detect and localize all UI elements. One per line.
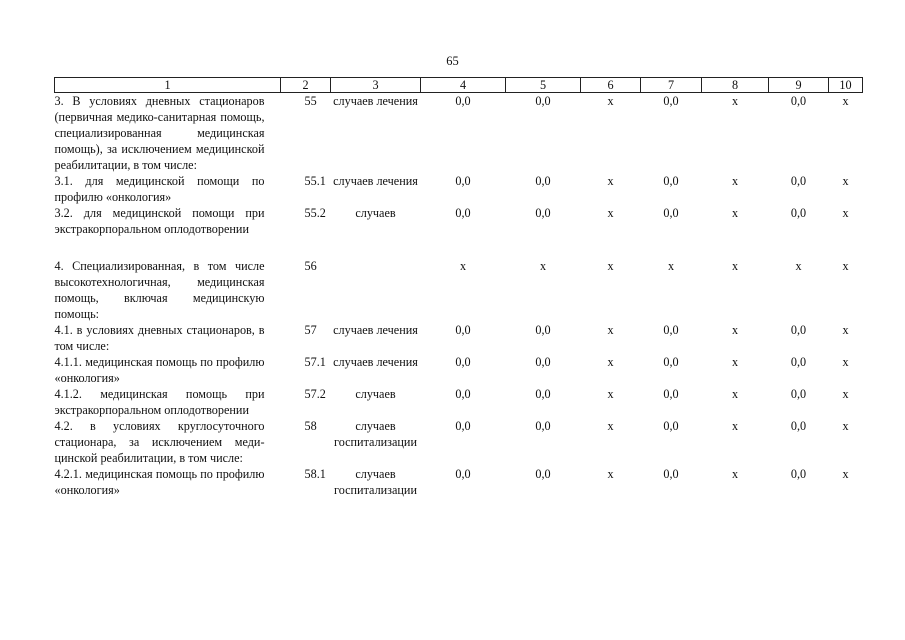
cell-col9: 0,0 xyxy=(790,174,807,188)
row-label: 4.2.1. медицинская помощь по профилю «онкология» xyxy=(54,467,265,497)
cell-col9: 0,0 xyxy=(790,323,807,337)
cell-col6: х xyxy=(607,467,614,481)
cell-col5: 0,0 xyxy=(535,355,551,369)
cell-col4: 0,0 xyxy=(455,467,471,481)
column-header: 7 xyxy=(641,78,702,93)
cell-col8: х xyxy=(731,419,739,433)
table-row xyxy=(55,205,863,237)
column-header: 2 xyxy=(281,78,331,93)
row-label: 4. Специализированная, в том числе высокотехнологичная, медицинская помощь, включая медицинскую помощь: xyxy=(54,259,265,321)
row-code: 55.1 xyxy=(304,174,326,188)
cell-col10: х xyxy=(842,387,849,401)
row-unit: случаев лечения xyxy=(333,174,418,188)
cell-col4: 0,0 xyxy=(455,323,471,337)
cell-col7: 0,0 xyxy=(663,323,679,337)
row-label: 3. В условиях дневных стационаров (первичная медико-санитарная помощь, специализированная медицинская помощь), за исключением медицинской реабилитации, в том числе: xyxy=(54,94,265,172)
cell-col7: 0,0 xyxy=(663,355,679,369)
row-label: 3.1. для медицинской помощи по профилю «онкология» xyxy=(54,174,265,204)
row-unit: случаев xyxy=(355,387,396,401)
cell-col8: х xyxy=(731,387,739,401)
row-unit: случаев лечения xyxy=(333,323,418,337)
column-header: 9 xyxy=(769,78,829,93)
row-code: 55 xyxy=(304,94,317,108)
header-row xyxy=(55,78,863,93)
row-code: 55.2 xyxy=(304,206,326,220)
column-header: 5 xyxy=(506,78,581,93)
cell-col6: х xyxy=(607,323,614,337)
cell-col6: х xyxy=(607,387,614,401)
cell-col8: х xyxy=(731,94,739,108)
table-row xyxy=(55,173,863,205)
cell-col5: 0,0 xyxy=(535,419,551,433)
row-code: 57 xyxy=(304,323,317,337)
row-unit: случаев лечения xyxy=(333,94,418,108)
cell-col9: 0,0 xyxy=(790,467,807,481)
cell-col5: 0,0 xyxy=(535,94,551,108)
spacer-cell xyxy=(55,237,863,258)
row-label: 4.1.2. медицинская помощь при экстракорпоральном оплодотворении xyxy=(54,387,265,417)
cell-col7: 0,0 xyxy=(663,387,679,401)
cell-col6: х xyxy=(607,94,614,108)
row-code: 58.1 xyxy=(304,467,326,481)
table-row xyxy=(55,322,863,354)
cell-col7: 0,0 xyxy=(663,419,679,433)
row-code: 57.2 xyxy=(304,387,326,401)
column-header: 8 xyxy=(702,78,769,93)
column-header: 4 xyxy=(421,78,506,93)
row-label: 3.2. для медицинской помощи при экстракорпоральном оплодотворении xyxy=(54,206,265,236)
cell-col7: 0,0 xyxy=(663,467,679,481)
cell-col10: х xyxy=(842,206,849,220)
cell-col5: 0,0 xyxy=(535,206,551,220)
cell-col5: 0,0 xyxy=(535,467,551,481)
table-row xyxy=(55,93,863,174)
cell-col5: х xyxy=(539,259,547,273)
table-row xyxy=(55,386,863,418)
cell-col4: 0,0 xyxy=(455,387,471,401)
table-row xyxy=(55,418,863,466)
table-body xyxy=(55,93,863,499)
cell-col4: 0,0 xyxy=(455,206,471,220)
row-unit: случаев xyxy=(355,206,396,220)
cell-col10: х xyxy=(842,419,849,433)
cell-col7: 0,0 xyxy=(663,174,679,188)
cell-col6: х xyxy=(607,174,614,188)
cell-col4: 0,0 xyxy=(455,419,471,433)
cell-col4: 0,0 xyxy=(455,174,471,188)
row-code: 57.1 xyxy=(304,355,326,369)
cell-col4: 0,0 xyxy=(455,94,471,108)
table-row xyxy=(55,258,863,322)
cell-col4: 0,0 xyxy=(455,355,471,369)
cell-col10: х xyxy=(842,467,849,481)
cell-col5: 0,0 xyxy=(535,174,551,188)
row-unit xyxy=(331,258,421,322)
cell-col6: х xyxy=(607,355,614,369)
cell-col9: 0,0 xyxy=(790,206,807,220)
cell-col8: х xyxy=(731,355,739,369)
column-header: 6 xyxy=(581,78,641,93)
row-label: 4.1. в условиях дневных стационаров, в том числе: xyxy=(54,323,265,353)
cell-col8: х xyxy=(731,206,739,220)
cell-col9: 0,0 xyxy=(790,419,807,433)
cell-col8: х xyxy=(731,467,739,481)
cell-col7: 0,0 xyxy=(663,94,679,108)
page-number: 65 xyxy=(446,54,459,68)
column-header: 3 xyxy=(331,78,421,93)
cell-col8: х xyxy=(731,323,739,337)
cell-col10: х xyxy=(842,355,849,369)
row-code: 56 xyxy=(304,259,317,273)
cell-col5: 0,0 xyxy=(535,323,551,337)
cell-col10: х xyxy=(842,174,849,188)
column-header: 10 xyxy=(829,78,863,93)
row-label: 4.1.1. медицинская помощь по профилю «онкология» xyxy=(54,355,265,385)
cell-col6: х xyxy=(607,206,614,220)
cell-col9: 0,0 xyxy=(790,355,807,369)
row-label: 4.2. в условиях круглосуточного стационара, за исключением медицинской реабилитации, в том числе: xyxy=(54,419,265,465)
data-table xyxy=(54,77,863,498)
cell-col5: 0,0 xyxy=(535,387,551,401)
cell-col7: х xyxy=(667,259,675,273)
cell-col4: х xyxy=(459,259,467,273)
row-unit: случаев лечения xyxy=(333,355,418,369)
row-code: 58 xyxy=(304,419,317,433)
table-row xyxy=(55,354,863,386)
cell-col8: х xyxy=(731,174,739,188)
cell-col10: х xyxy=(842,94,849,108)
spacer-row xyxy=(55,237,863,258)
cell-col9: х xyxy=(795,259,802,273)
cell-col10: х xyxy=(842,259,849,273)
cell-col10: х xyxy=(842,323,849,337)
row-unit: случаев госпитализации xyxy=(334,419,417,449)
table-header xyxy=(55,78,863,93)
cell-col7: 0,0 xyxy=(663,206,679,220)
row-unit: случаев госпитализации xyxy=(334,467,417,497)
cell-col6: х xyxy=(607,419,614,433)
table-row xyxy=(55,466,863,498)
cell-col9: 0,0 xyxy=(790,387,807,401)
cell-col6: х xyxy=(607,259,614,273)
column-header: 1 xyxy=(55,78,281,93)
cell-col8: х xyxy=(731,259,739,273)
cell-col9: 0,0 xyxy=(790,94,807,108)
